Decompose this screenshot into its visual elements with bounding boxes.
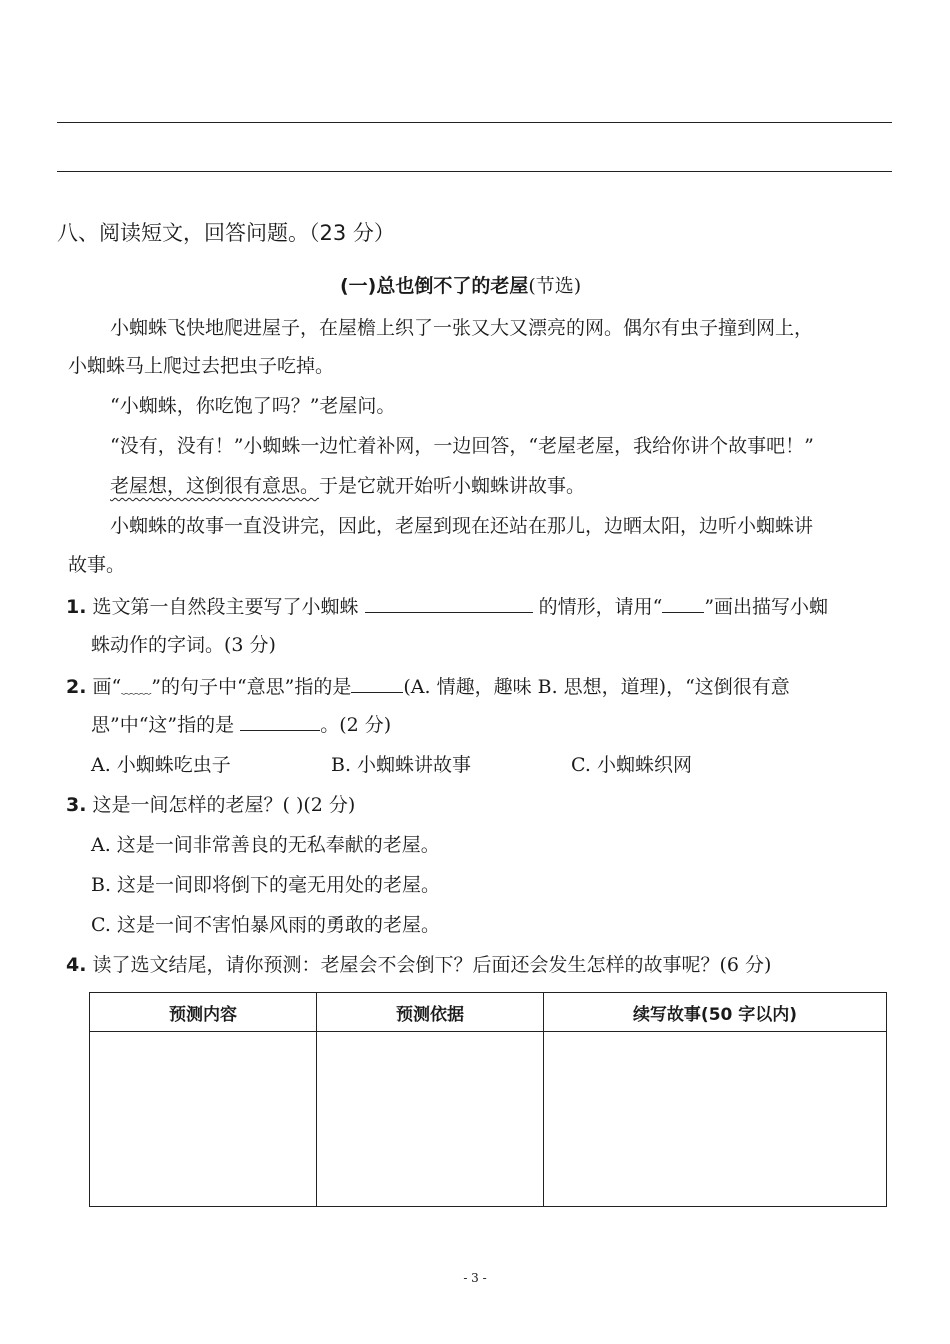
table-header-prediction: 预测内容 (90, 993, 317, 1032)
question-1-text-c: ”画出描写小蜘 (704, 596, 829, 618)
passage-p5-line1: 小蜘蛛的故事一直没讲完，因此，老屋到现在还站在那儿，边晒太阳，边听小蜘蛛讲 (110, 515, 814, 537)
table-header-continuation: 续写故事(50 字以内) (544, 993, 887, 1032)
table-answer-row (90, 1032, 887, 1207)
question-3-option-a[interactable]: A. 这是一间非常善良的无私奉献的老屋。 (91, 834, 440, 856)
passage-title-note: (节选) (528, 275, 582, 297)
question-2-option-a[interactable]: A. 小蜘蛛吃虫子 (91, 754, 231, 776)
section-heading: 八、阅读短文，回答问题。（23 分） (57, 221, 395, 245)
answer-cell-basis[interactable] (317, 1032, 544, 1207)
question-2-text-e: 。(2 分) (320, 714, 392, 736)
wavy-underlined-sentence: 老屋想，这倒很有意思。 (110, 475, 320, 497)
question-2-blank-1[interactable] (351, 674, 403, 693)
passage-p2: “小蜘蛛，你吃饱了吗？”老屋问。 (110, 395, 396, 417)
question-3-line1 (66, 793, 355, 817)
passage-p4 (110, 474, 585, 498)
question-3-number: 3. (66, 794, 87, 816)
question-1-text-a: 选文第一自然段主要写了小蜘蛛 (92, 596, 359, 618)
answer-cell-continuation[interactable] (544, 1032, 887, 1207)
question-1-underline-mark (662, 594, 704, 613)
question-2-text-a: 画“ (92, 676, 122, 698)
table-header-row (90, 993, 887, 1032)
question-4-number: 4. (66, 954, 87, 976)
question-2-line2 (91, 712, 391, 737)
wavy-line-mark: ﹏﹏ (121, 679, 152, 697)
question-2-text-b: ”的句子中“意思”指的是 (151, 676, 352, 698)
question-2-text-c: (A. 情趣，趣味 B. 思想，道理)，“这倒很有意 (403, 676, 790, 698)
question-1-number: 1. (66, 596, 87, 618)
question-2-number: 2. (66, 676, 87, 698)
passage-p4-rest: 于是它就开始听小蜘蛛讲故事。 (319, 475, 586, 497)
table-header-basis: 预测依据 (317, 993, 544, 1032)
prediction-table (89, 992, 887, 1207)
question-3-option-b[interactable]: B. 这是一间即将倒下的毫无用处的老屋。 (91, 874, 441, 896)
question-4-text: 读了选文结尾，请你预测：老屋会不会倒下？后面还会发生怎样的故事呢？(6 分) (92, 954, 772, 976)
answer-line-1 (57, 122, 892, 123)
question-2-text-d: 思”中“这”指的是 (91, 714, 235, 736)
question-1-blank-main[interactable] (365, 594, 533, 613)
question-2-blank-2[interactable] (240, 712, 320, 731)
answer-line-2 (57, 171, 892, 172)
question-1-text-b: 的情形，请用“ (538, 596, 663, 618)
question-1-line2: 蛛动作的字词。(3 分) (91, 634, 276, 656)
question-2-option-b[interactable]: B. 小蜘蛛讲故事 (331, 754, 472, 776)
passage-p3: “没有，没有！”小蜘蛛一边忙着补网，一边回答，“老屋老屋，我给你讲个故事吧！” (110, 435, 814, 457)
question-1-line1 (66, 594, 828, 619)
passage-title-main: (一)总也倒不了的老屋 (340, 275, 529, 297)
passage-p5-line2: 故事。 (68, 554, 126, 576)
passage-p1-line2: 小蜘蛛马上爬过去把虫子吃掉。 (68, 355, 335, 377)
answer-cell-prediction[interactable] (90, 1032, 317, 1207)
question-2-option-c[interactable]: C. 小蜘蛛织网 (571, 754, 692, 776)
question-3-option-c[interactable]: C. 这是一间不害怕暴风雨的勇敢的老屋。 (91, 914, 440, 936)
passage-title (340, 274, 581, 298)
question-4-line1 (66, 953, 771, 977)
page-number: - 3 - (463, 1271, 487, 1285)
passage-p1-line1: 小蜘蛛飞快地爬进屋子，在屋檐上织了一张又大又漂亮的网。偶尔有虫子撞到网上， (110, 317, 814, 339)
question-3-text: 这是一间怎样的老屋？( )(2 分) (92, 794, 356, 816)
question-2-line1 (66, 674, 790, 700)
